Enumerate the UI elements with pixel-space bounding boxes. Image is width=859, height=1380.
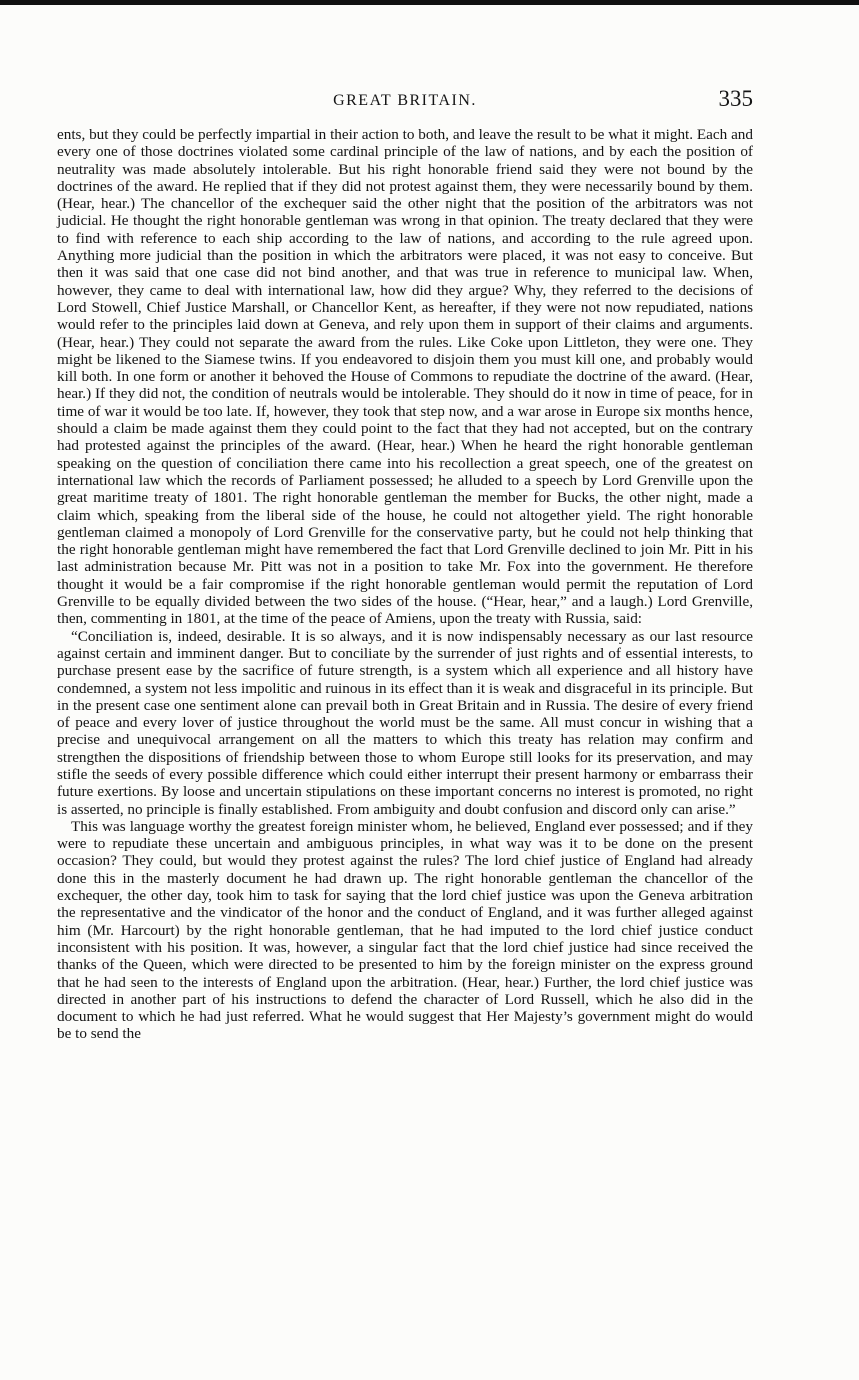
body-text <box>57 126 753 1043</box>
running-head-title: GREAT BRITAIN. <box>333 92 477 109</box>
page-number: 335 <box>718 86 753 111</box>
running-head <box>57 86 753 126</box>
top-border-rule <box>0 0 859 5</box>
paragraph-grenville-quote: “Conciliation is, indeed, desirable. It is so always, and it is now indispensably necessary as our last resource against certain and imminent danger. But to conciliate by the surrender of just rights and of essential interests, to purchase present ease by the sacrifice of future strength, is a system which all experience and all history have condemned, a system not less impolitic and ruinous in its effect than it is weak and disgraceful in its principle. But in the present case one sentiment alone can prevail both in Great Britain and in Russia. The desire of every friend of peace and every lover of justice throughout the world must be the same. All must concur in wishing that a precise and unequivocal arrangement on all the matters to which this treaty has relation may confirm and strengthen the dispositions of friendship between those to whom Europe still looks for its preservation, and may stifle the seeds of every possible difference which could either interrupt their present harmony or embarrass their future exertions. By loose and uncertain stipulations on these important concerns no interest is promoted, no right is asserted, no principle is finally established. From ambiguity and doubt confusion and discord only can arise.” <box>57 627 753 818</box>
paragraph-lord-chief-justice: This was language worthy the greatest foreign minister whom, he believed, England ever possessed; and if they were to repudiate these uncertain and ambiguous principles, in what way was it to be done on the present occasion? They could, but would they protest against the rules? The lord chief justice of England had already done this in the masterly document he had drawn up. The right honorable gentleman the chancellor of the exchequer, the other day, took him to task for saying that the lord chief justice was upon the Geneva arbitration the representative and the vindicator of the honor and the conduct of England, and it was further alleged against him (Mr. Harcourt) by the right honorable gentleman, that he had imputed to the lord chief justice conduct inconsistent with his position. It was, however, a singular fact that the lord chief justice had since received the thanks of the Queen, which were directed to be presented to him by the foreign minister on the express ground that he had seen to the interests of England upon the arbitration. (Hear, hear.) Further, the lord chief justice was directed in another part of his instructions to defend the character of Lord Russell, which he also did in the document to which he had just referred. What he would suggest that Her Majesty’s government might do would be to send the <box>57 817 753 1043</box>
paragraph-continued-speech: ents, but they could be perfectly impartial in their action to both, and leave the result to be what it might. Each and every one of those doctrines violated some cardinal principle of the law of nations, and by each the position of neutrality was made absolutely intolerable. But his right honorable friend said they were not bound by the doctrines of the award. He replied that if they did not protest against them, they were necessarily bound by them. (Hear, hear.) The chancellor of the exchequer said the other night that the position of the arbitrators was not judicial. He thought the right honorable gentleman was wrong in that opinion. The treaty declared that they were to find with reference to each ship according to the law of nations, and according to the rule agreed upon. Anything more judicial than the position in which the arbitrators were placed, it was not easy to conceive. But then it was said that one case did not bind another, and that was true in reference to municipal law. When, however, they came to deal with international law, how did they argue? Why, they referred to the decisions of Lord Stowell, Chief Justice Marshall, or Chancellor Kent, as hereafter, if they were not now repudiated, nations would refer to the principles laid down at Geneva, and rely upon them in support of their claims and arguments. (Hear, hear.) They could not separate the award from the rules. Like Coke upon Littleton, they were one. They might be likened to the Siamese twins. If you endeavored to disjoin them you must kill one, and probably would kill both. In one form or another it behoved the House of Commons to repudiate the doctrine of the award. (Hear, hear.) If they did not, the condition of neutrals would be intolerable. They should do it now in time of peace, for in time of war it would be too late. If, however, they took that step now, and a war arose in Europe six months hence, should a claim be made against them they could point to the fact that they had not accepted, but on the contrary had protested against the principles of the award. (Hear, hear.) When he heard the right honorable gentleman speaking on the question of conciliation there came into his recollection a great speech, one of the greatest on international law which the records of Parliament possessed; he alluded to a speech by Lord Grenville upon the great maritime treaty of 1801. The right honorable gentleman the member for Bucks, the other night, made a claim which, speaking from the liberal side of the house, he could not altogether yield. The right honorable gentleman claimed a monopoly of Lord Grenville for the conservative party, but he could not help thinking that the right honorable gentleman might have remembered the fact that Lord Grenville declined to join Mr. Pitt in his last administration because Mr. Pitt was not in a position to take Mr. Fox into the government. He therefore thought it would be a fair compromise if the right honorable gentleman would permit the reputation of Lord Grenville to be equally divided between the two sides of the house. (“Hear, hear,” and a laugh.) Lord Grenville, then, commenting in 1801, at the time of the peace of Amiens, upon the treaty with Russia, said: <box>57 126 753 628</box>
document-page <box>57 86 753 1043</box>
